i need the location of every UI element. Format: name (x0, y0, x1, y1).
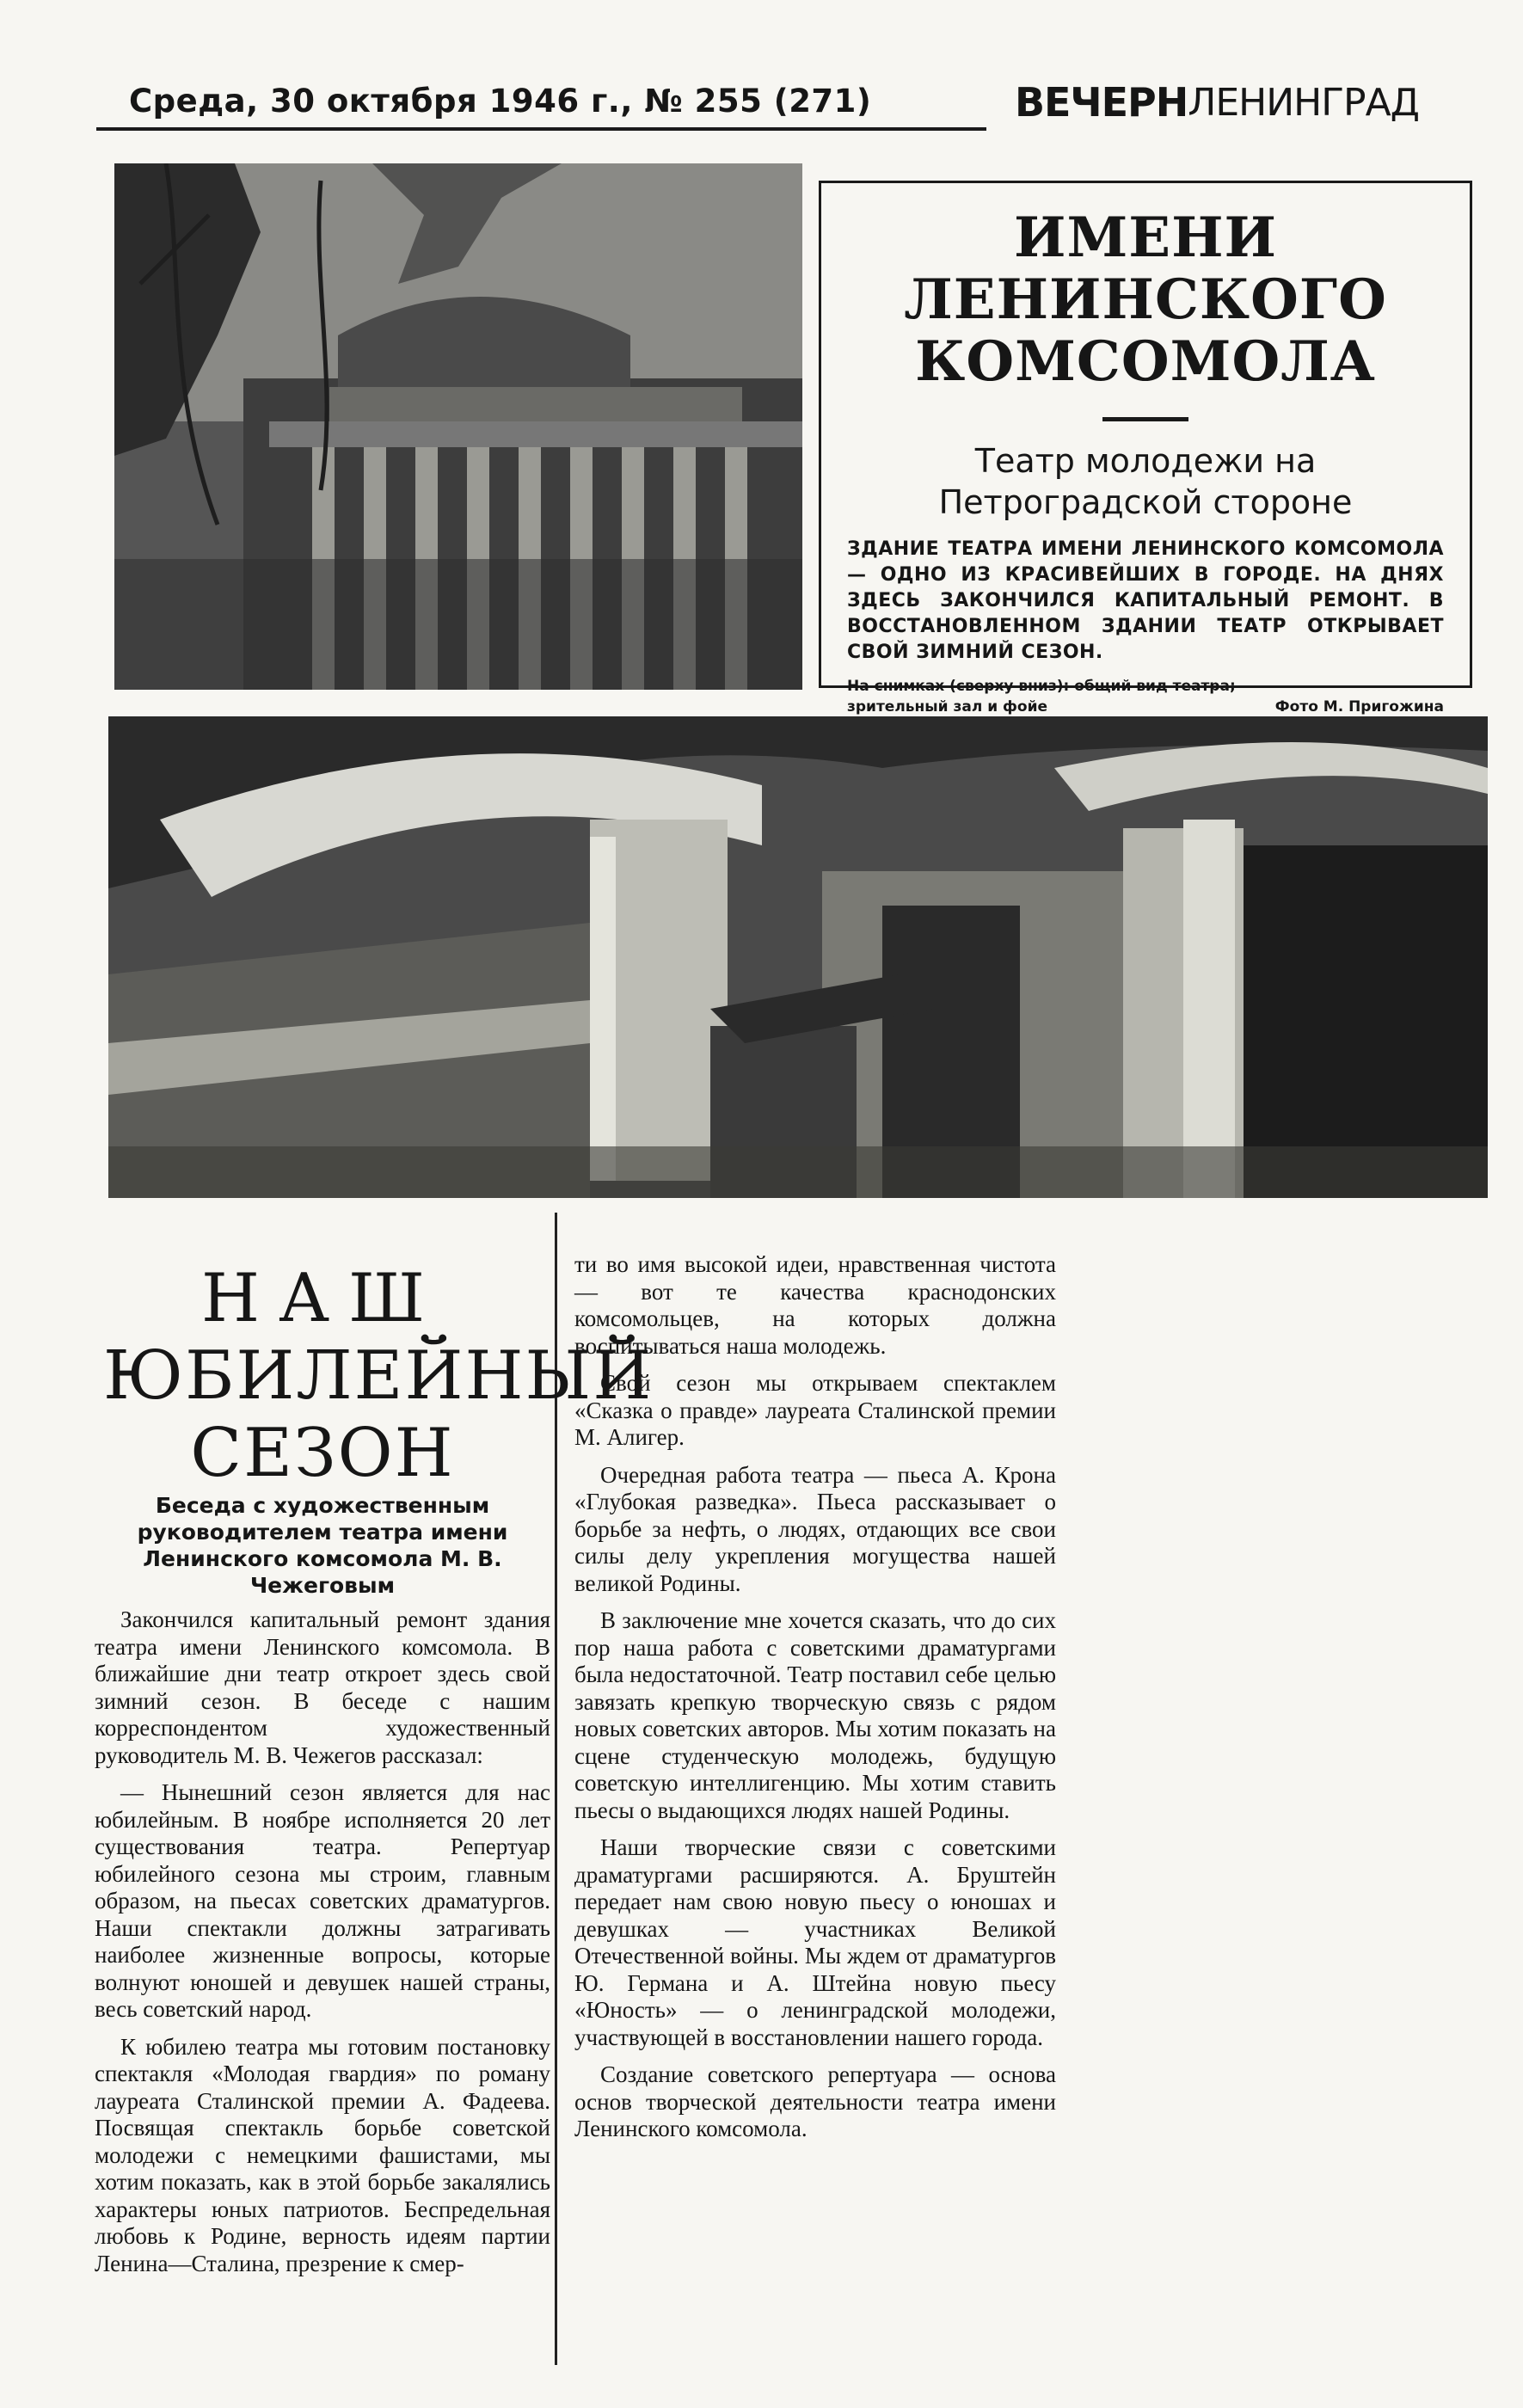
paragraph: Закончился капитальный ремонт здания театра имени Ленинского комсомола. В ближайшие дни театр откроет здесь свой зимний сезон. В беседе с нашим корреспондентом художественный руководитель М. В. Чежегов рассказал: (95, 1606, 550, 1768)
paragraph: К юбилею театра мы готовим постановку спектакля «Молодая гвардия» по роману лауреата Сталинской премии А. Фадеева. Посвящая спектакль борьбе советской молодежи с немецкими фашистами, мы хотим показать, как в этой борьбе закалялись характеры юных патриотов. Беспредельная любовь к Родине, верность идеям партии Ленина—Сталина, презрение к смер- (95, 2033, 550, 2276)
article-title (103, 1260, 654, 1492)
masthead (989, 76, 1445, 129)
date-line: Среда, 30 октября 1946 г., № 255 (271) (129, 83, 872, 120)
article-title-line1: НАШ (200, 1260, 445, 1337)
infobox-dash (1102, 417, 1188, 421)
photo-theatre-exterior-image (114, 163, 802, 690)
article-column-1 (95, 1606, 550, 2288)
paragraph: Наши творческие связи с советскими драматургами расширяются. А. Бруштейн передает нам свою новую пьесу о юношах и девушках — участниках Великой Отечественной войны. Мы ждем от драматургов Ю. Германа и А. Штейна новую пьесу «Юность» — о ленинградской молодежи, участвующей в восстановлении нашего города. (574, 1834, 1056, 2050)
article-title-line2: ЮБИЛЕЙНЫЙ СЕЗОН (103, 1337, 654, 1492)
header-rule (96, 127, 986, 131)
infobox (819, 181, 1472, 716)
paragraph: Свой сезон мы открываем спектаклем «Сказка о правде» лауреата Сталинской премии М. Алигер. (574, 1370, 1056, 1450)
photo-foyer (108, 716, 1488, 1198)
paragraph: В заключение мне хочется сказать, что до сих пор наша работа с советскими драматургами была недостаточной. Театр поставил себе целью завязать крепкую творческую связь с рядом новых советских авторов. Мы хотим показать на сцене студенческую молодежь, будущую советскую интеллигенцию. Мы хотим ставить пьесы о выдающихся людях нашей Родины. (574, 1607, 1056, 1823)
masthead-part2: ЛЕНИНГРАД (1188, 80, 1420, 125)
paragraph: Создание советского репертуара — основа основ творческой деятельности театра имени Ленинского комсомола. (574, 2061, 1056, 2141)
photo-credit: Фото М. Пригожина (1274, 698, 1444, 716)
paragraph: — Нынешний сезон является для нас юбилейным. В ноябре исполняется 20 лет существования театра. Репертуар юбилейного сезона мы строим, главным образом, на пьесах советских драматургов. Наши спектакли должны затрагивать наиболее жизненные вопросы, которые волнуют юношей и девушек нашей страны, весь советский народ. (95, 1779, 550, 2022)
infobox-subtitle: Театр молодежи на Петроградской стороне (938, 442, 1353, 521)
infobox-title: ИМЕНИ ЛЕНИНСКОГО КОМСОМОЛА (904, 206, 1387, 394)
article-column-2 (574, 1251, 1056, 2153)
paragraph: ти во имя высокой идеи, нравственная чистота — вот те качества краснодонских комсомольцев, на которых должна воспитываться наша молодежь. (574, 1251, 1056, 1359)
infobox-body: ЗДАНИЕ ТЕАТРА ИМЕНИ ЛЕНИНСКОГО КОМСОМОЛА — ОДНО ИЗ КРАСИВЕЙШИХ В ГОРОДЕ. НА ДНЯХ ЗДЕСЬ ЗАКОНЧИЛСЯ КАПИТАЛЬНЫЙ РЕМОНТ. В ВОССТАНОВЛЕННОМ ЗДАНИИ ТЕАТР ОТКРЫВАЕТ СВОЙ ЗИМНИЙ СЕЗОН. (847, 538, 1444, 663)
infobox-caption-row (847, 676, 1444, 717)
infobox-caption: На снимках (сверху вниз): общий вид театра; зрительный зал и фойе (847, 678, 1236, 716)
photo-theatre-exterior (114, 163, 802, 690)
paragraph: Очередная работа театра — пьеса А. Крона «Глубокая разведка». Пьеса рассказывает о борьбе за нефть, о людях, отдающих все свои силы делу укрепления могущества нашей великой Родины. (574, 1461, 1056, 1596)
masthead-part1: ВЕЧЕРН (1014, 79, 1188, 126)
photo-foyer-image (108, 716, 1488, 1198)
article-subhead: Беседа с художественным руководителем театра имени Ленинского комсомола М. В. Чежеговым (137, 1493, 508, 1598)
